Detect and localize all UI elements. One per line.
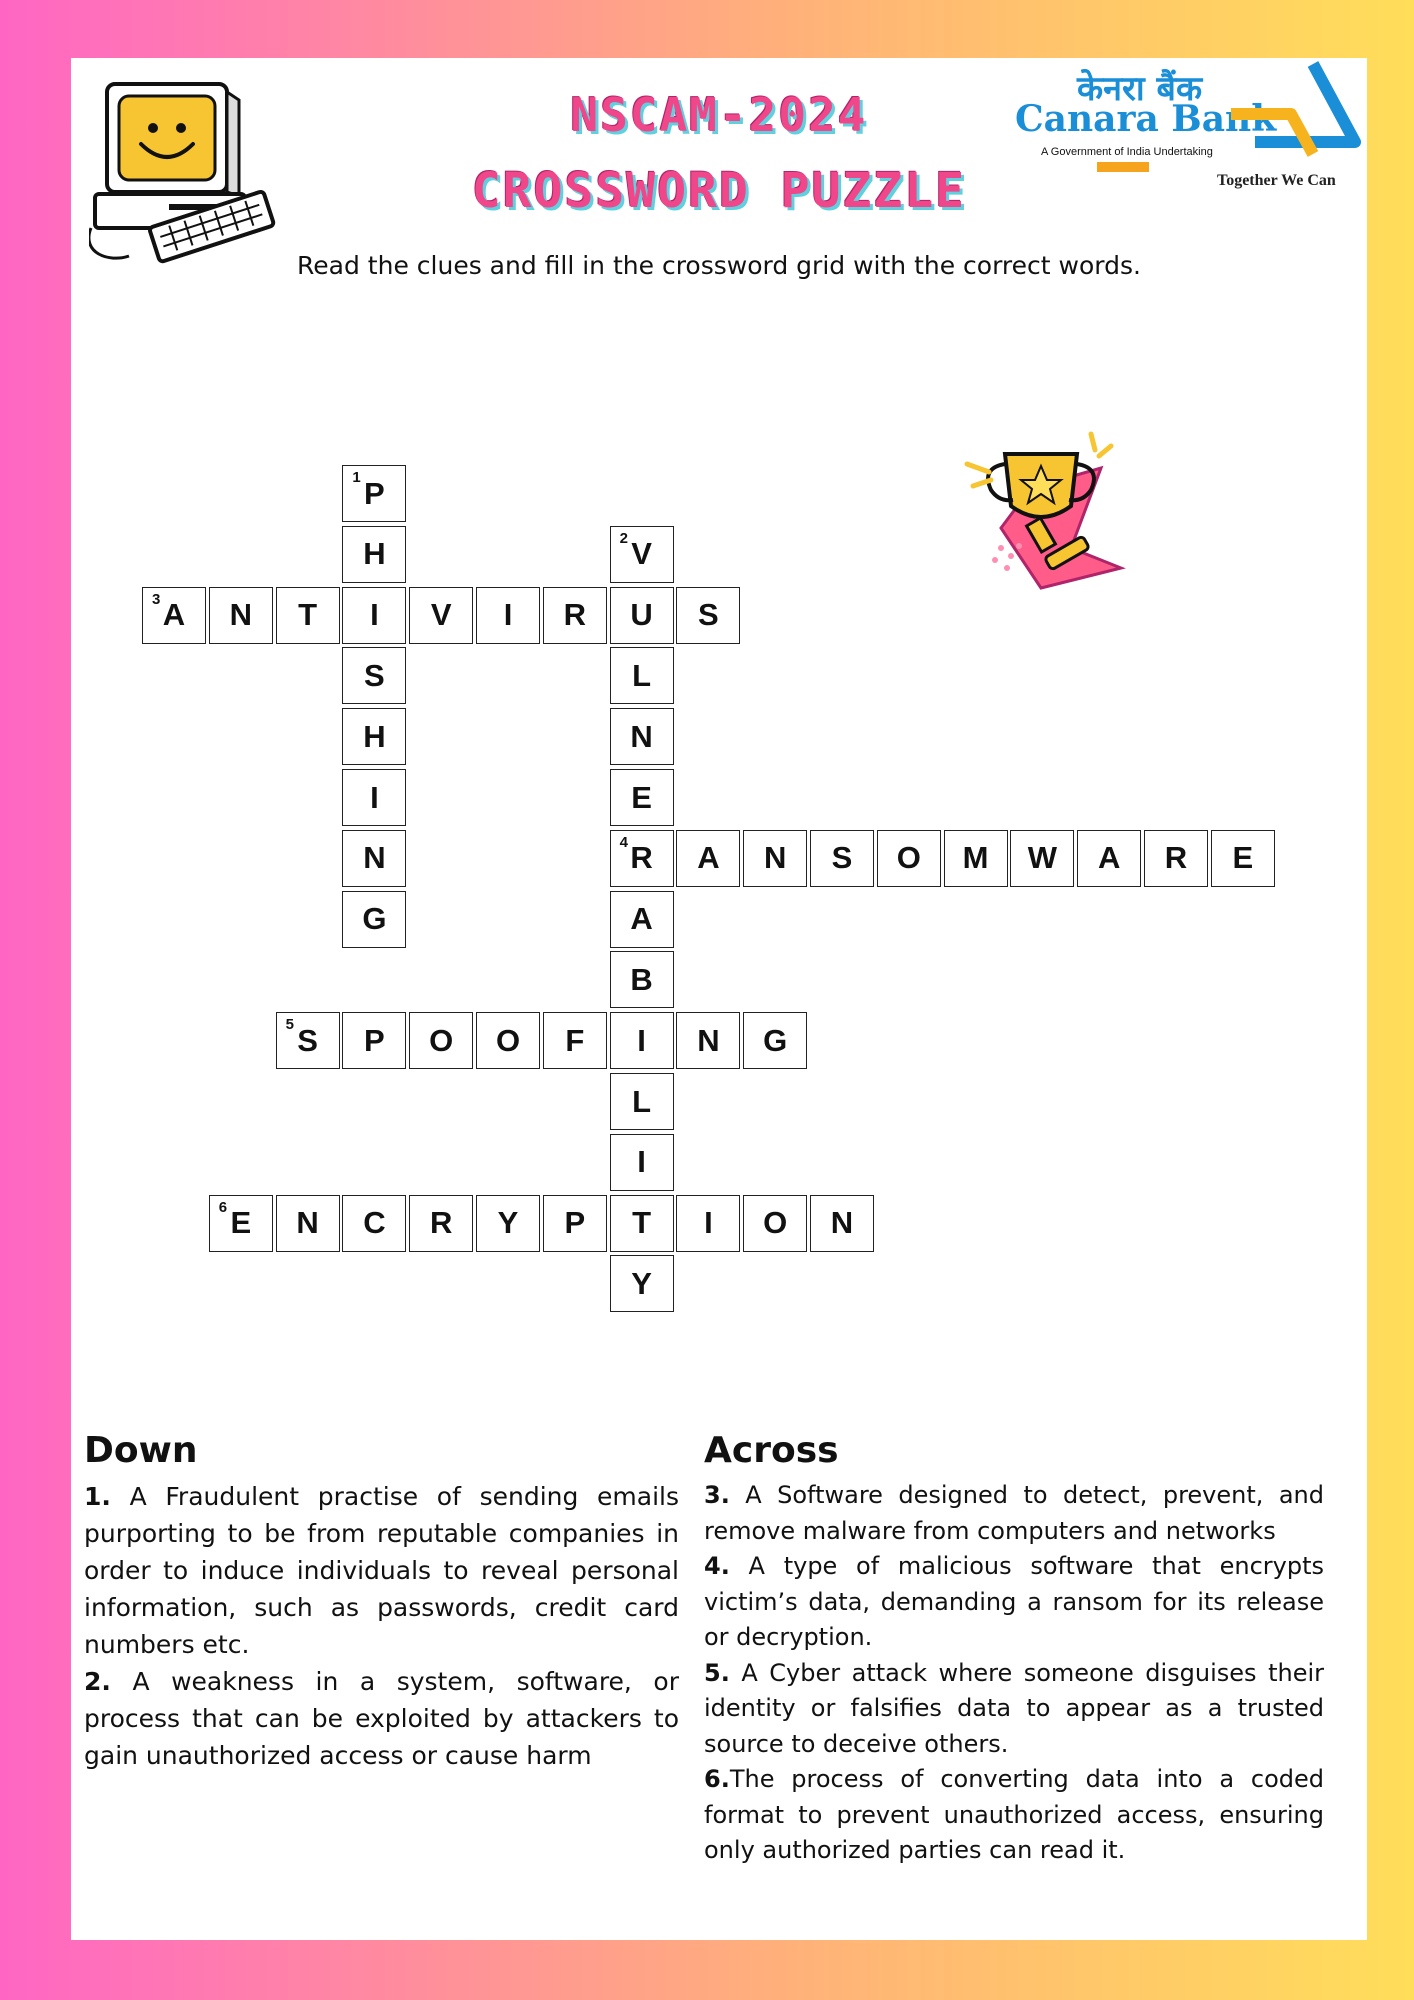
cell-letter: C [363,1205,386,1241]
crossword-cell [342,465,406,522]
crossword-cell [209,1195,273,1252]
cell-letter: V [631,536,652,572]
clue-number: 3 [152,590,161,608]
cell-letter: Y [497,1205,519,1241]
across-clues [704,1478,1324,1869]
crossword-cell [944,830,1008,887]
cell-letter: I [637,1144,646,1180]
logo-name: Canara Bank [1015,98,1277,140]
clue-number: 5 [285,1016,294,1034]
crossword-cell [676,1195,740,1252]
clue-number: 4 [619,833,628,851]
cell-letter: S [698,597,719,633]
crossword-cell [810,1195,874,1252]
cell-letter: T [298,597,318,633]
crossword-cell [476,587,540,644]
crossword-cell [1077,830,1141,887]
crossword-cell [342,708,406,765]
crossword-cell [342,647,406,704]
crossword-cell [743,830,807,887]
crossword-cell [209,587,273,644]
clue-across-4: 4. A type of malicious software that encrypts victim’s data, demanding a ransom for its release or decryption. [704,1552,1324,1651]
crossword-cell [476,1012,540,1069]
cell-letter: M [962,840,989,876]
logo-gov-tagline: A Government of India Undertaking [1041,146,1213,158]
cell-letter: A [697,840,720,876]
cell-letter: H [363,718,386,754]
cell-letter: N [296,1205,319,1241]
cell-letter: G [763,1022,788,1058]
cell-letter: P [364,475,385,511]
page-title: NSCAM-2024 [570,88,868,142]
crossword-cell [1010,830,1074,887]
triangle-logo-icon [1225,58,1365,168]
cell-letter: A [162,597,186,633]
cell-letter: R [429,1205,453,1241]
cell-letter: I [704,1205,713,1241]
crossword-cell [342,830,406,887]
cell-letter: L [632,1083,652,1119]
cell-letter: O [896,840,921,876]
cell-letter: L [632,657,652,693]
clue-across-6: 6.The process of converting data into a coded format to prevent unauthorized access, ensuring only authorized parties can read it. [704,1765,1324,1864]
cell-letter: O [495,1022,521,1058]
cell-letter: O [429,1022,454,1058]
cell-letter: O [763,1205,788,1241]
instructions: Read the clues and fill in the crossword grid with the correct words. [297,251,1141,280]
cell-letter: N [630,718,653,754]
crossword-cell [743,1012,807,1069]
crossword-cell [610,708,674,765]
crossword-cell [543,1195,607,1252]
crossword-cell [342,587,406,644]
crossword-cell [610,1134,674,1191]
crossword-cell [276,587,340,644]
cell-letter: S [297,1022,318,1058]
crossword-cell [610,951,674,1008]
cell-letter: N [697,1022,720,1058]
cell-letter: N [363,840,386,876]
crossword-cell [1144,830,1208,887]
clue-number: 6 [218,1198,228,1216]
logo-badge [1097,162,1149,172]
crossword-cell [276,1012,340,1069]
bank-logo [1007,58,1367,208]
cell-letter: S [364,657,385,693]
cell-letter: H [363,536,386,572]
cell-letter: F [565,1022,585,1058]
crossword-cell [610,830,674,887]
cell-letter: E [1232,840,1254,876]
cell-letter: R [630,840,653,876]
crossword-cell [276,1195,340,1252]
logo-hindi-name: केनरा बैंक [1077,69,1203,109]
cell-letter: E [631,779,652,815]
crossword-cell [476,1195,540,1252]
cell-letter: U [630,597,653,633]
cell-letter: N [763,840,787,876]
crossword-cell [409,1195,473,1252]
crossword-cell [409,587,473,644]
cell-letter: R [1164,840,1188,876]
crossword-cell [543,1012,607,1069]
crossword-cell [610,1195,674,1252]
cell-letter: I [637,1022,646,1058]
cell-letter: W [1027,840,1058,876]
cell-letter: N [830,1205,854,1241]
crossword-cell [142,587,206,644]
cell-letter: I [370,597,379,633]
cell-letter: T [632,1205,652,1241]
clue-number: 1 [352,469,361,486]
cell-letter: V [430,597,452,633]
crossword-cell [610,1073,674,1130]
cell-letter: B [630,961,653,997]
crossword-cell [1211,830,1275,887]
down-heading: Down [84,1430,198,1471]
clue-down-2: 2. A weakness in a system, software, or process that can be exploited by attackers to gain unauthorized access or cause harm [84,1667,679,1770]
crossword-cell [610,526,674,583]
worksheet [71,58,1367,1940]
crossword-cell [610,587,674,644]
crossword-cell [342,526,406,583]
cell-letter: S [831,840,853,876]
crossword-cell [610,1255,674,1312]
clue-number: 2 [619,529,628,547]
crossword-cell [342,769,406,826]
page-subtitle: CROSSWORD PUZZLE [471,163,967,219]
cell-letter: R [563,597,586,633]
cell-letter: P [564,1205,586,1241]
trophy-icon [961,428,1131,603]
crossword-cell [409,1012,473,1069]
down-clues [84,1478,679,1774]
cell-letter: I [503,597,513,633]
cell-letter: N [229,597,252,633]
cell-letter: A [1097,840,1121,876]
crossword-cell [810,830,874,887]
cell-letter: Y [631,1265,652,1301]
cell-letter: G [362,901,387,937]
crossword-cell [743,1195,807,1252]
crossword-cell [676,1012,740,1069]
crossword-cell [676,587,740,644]
crossword-cell [342,891,406,948]
across-heading: Across [704,1430,839,1471]
cell-letter: I [370,779,379,815]
cell-letter: P [364,1022,385,1058]
crossword-cell [610,647,674,704]
crossword-cell [676,830,740,887]
crossword-cell [543,587,607,644]
clue-across-5: 5. A Cyber attack where someone disguises their identity or falsifies data to appear as a trusted source to deceive others. [704,1658,1324,1758]
clue-down-1: 1. A Fraudulent practise of sending emails purporting to be from reputable companies in order to induce individuals to reveal personal information, such as passwords, credit card numbers etc. [84,1482,679,1659]
crossword-cell [342,1195,406,1252]
logo-slogan: Together We Can [1217,172,1336,189]
crossword-cell [877,830,941,887]
cell-letter: A [630,901,653,937]
clue-across-3: 3. A Software designed to detect, prevent, and remove malware from computers and networks [704,1481,1324,1545]
crossword-cell [610,1012,674,1069]
crossword-cell [610,891,674,948]
crossword-cell [342,1012,406,1069]
crossword-cell [610,769,674,826]
cell-letter: E [230,1205,252,1241]
